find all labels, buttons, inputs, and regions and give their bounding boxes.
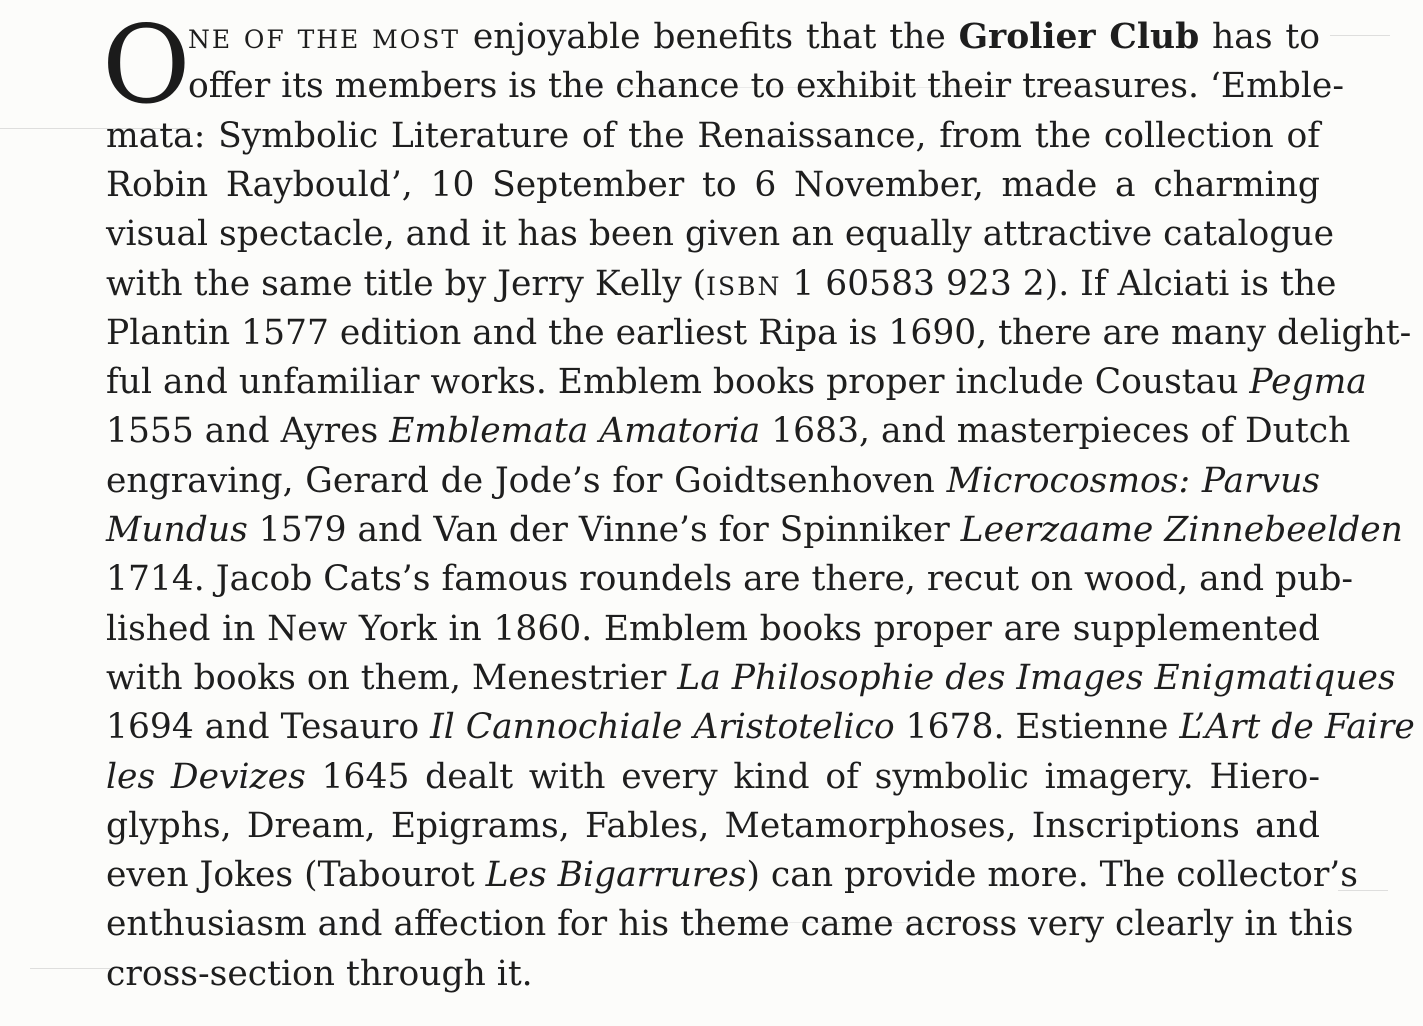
italic-title: La Philosophie des Images Enigmatiques [677, 657, 1396, 698]
drop-cap: O [102, 3, 191, 128]
text-run: offer its members is the chance to exhibit their treasures. ‘Emble- [188, 66, 1344, 107]
text-line [106, 801, 1320, 851]
text-run: 1694 and Tesauro [106, 707, 431, 748]
italic-title: les Devizes [106, 756, 306, 797]
text-run: enjoyable benefits that the [460, 17, 959, 57]
text-run: with books on them, Menestrier [106, 657, 678, 698]
text-run: Plantin 1577 edition and the earliest Ripa is 1690, there are many delight- [106, 312, 1412, 353]
text-line [106, 406, 1351, 456]
text-run: 1579 and Van der Vinne’s for Spinniker [247, 510, 961, 550]
text-line [188, 12, 1320, 62]
text-run: enthusiasm and affection for his theme came across very clearly in this [106, 904, 1354, 945]
text-line [106, 653, 1396, 703]
text-line [106, 111, 1320, 161]
text-run: engraving, Gerard de Jode’s for Goidtsenhoven [106, 460, 947, 501]
text-run: even Jokes (Tabourot [106, 855, 486, 896]
italic-title: Microcosmos: Parvus [946, 460, 1320, 501]
italic-title: Emblemata Amatoria [389, 411, 761, 452]
italic-title: Les Bigarrures [485, 855, 747, 896]
scan-artifact-line [1330, 35, 1390, 36]
bold-name: Grolier Club [958, 17, 1200, 57]
text-run: 1683, and masterpieces of Dutch [760, 411, 1351, 452]
text-run: has to [1199, 17, 1320, 57]
text-run: lished in New York in 1860. Emblem books proper are supplemented [106, 608, 1320, 649]
italic-title: Pegma [1249, 362, 1367, 403]
text-line [106, 850, 1358, 900]
text-line [106, 949, 533, 999]
text-line [106, 899, 1354, 949]
text-run: 1714. Jacob Cats’s famous roundels are there, recut on wood, and pub- [106, 559, 1354, 600]
italic-title: Il Cannochiale Aristotelico [430, 707, 895, 748]
small-caps-text: ISBN [706, 271, 782, 301]
italic-title: Leerzaame Zinnebeelden [960, 510, 1403, 550]
article-body [102, 3, 1415, 1012]
text-line [106, 702, 1415, 752]
text-run: ) can provide more. The collector’s [746, 855, 1358, 896]
text-line [106, 456, 1320, 506]
text-line [188, 61, 1344, 111]
text-run: Robin Raybould’, 10 September to 6 November, made a charming [106, 164, 1320, 205]
italic-title: L’Art de Faire [1179, 707, 1415, 748]
text-run: with the same title by Jerry Kelly ( [106, 263, 707, 304]
text-line [106, 604, 1320, 654]
text-run: ful and unfamiliar works. Emblem books proper include Coustau [106, 362, 1250, 403]
text-run: 1 60583 923 2). If Alciati is the [781, 263, 1337, 304]
text-line [106, 505, 1403, 555]
text-run: 1555 and Ayres [106, 411, 390, 452]
text-line [106, 160, 1320, 210]
text-line [106, 357, 1367, 407]
text-line [106, 752, 1320, 802]
text-run: cross-section through it. [106, 953, 533, 994]
text-run: 1645 dealt with every kind of symbolic imagery. Hiero- [305, 756, 1320, 797]
text-run: visual spectacle, and it has been given an equally attractive catalogue [106, 214, 1335, 255]
text-line [106, 308, 1412, 358]
text-line [106, 259, 1337, 309]
text-run: mata: Symbolic Literature of the Renaissance, from the collection of [106, 115, 1320, 156]
text-run: 1678. Estienne [894, 707, 1180, 748]
text-line [106, 554, 1354, 604]
small-caps-text: NE OF THE MOST [188, 25, 461, 54]
text-line [106, 209, 1335, 259]
text-run: glyphs, Dream, Epigrams, Fables, Metamorphoses, Inscriptions and [106, 805, 1320, 846]
italic-title: Mundus [106, 510, 248, 550]
scan-artifact-line [30, 968, 110, 969]
